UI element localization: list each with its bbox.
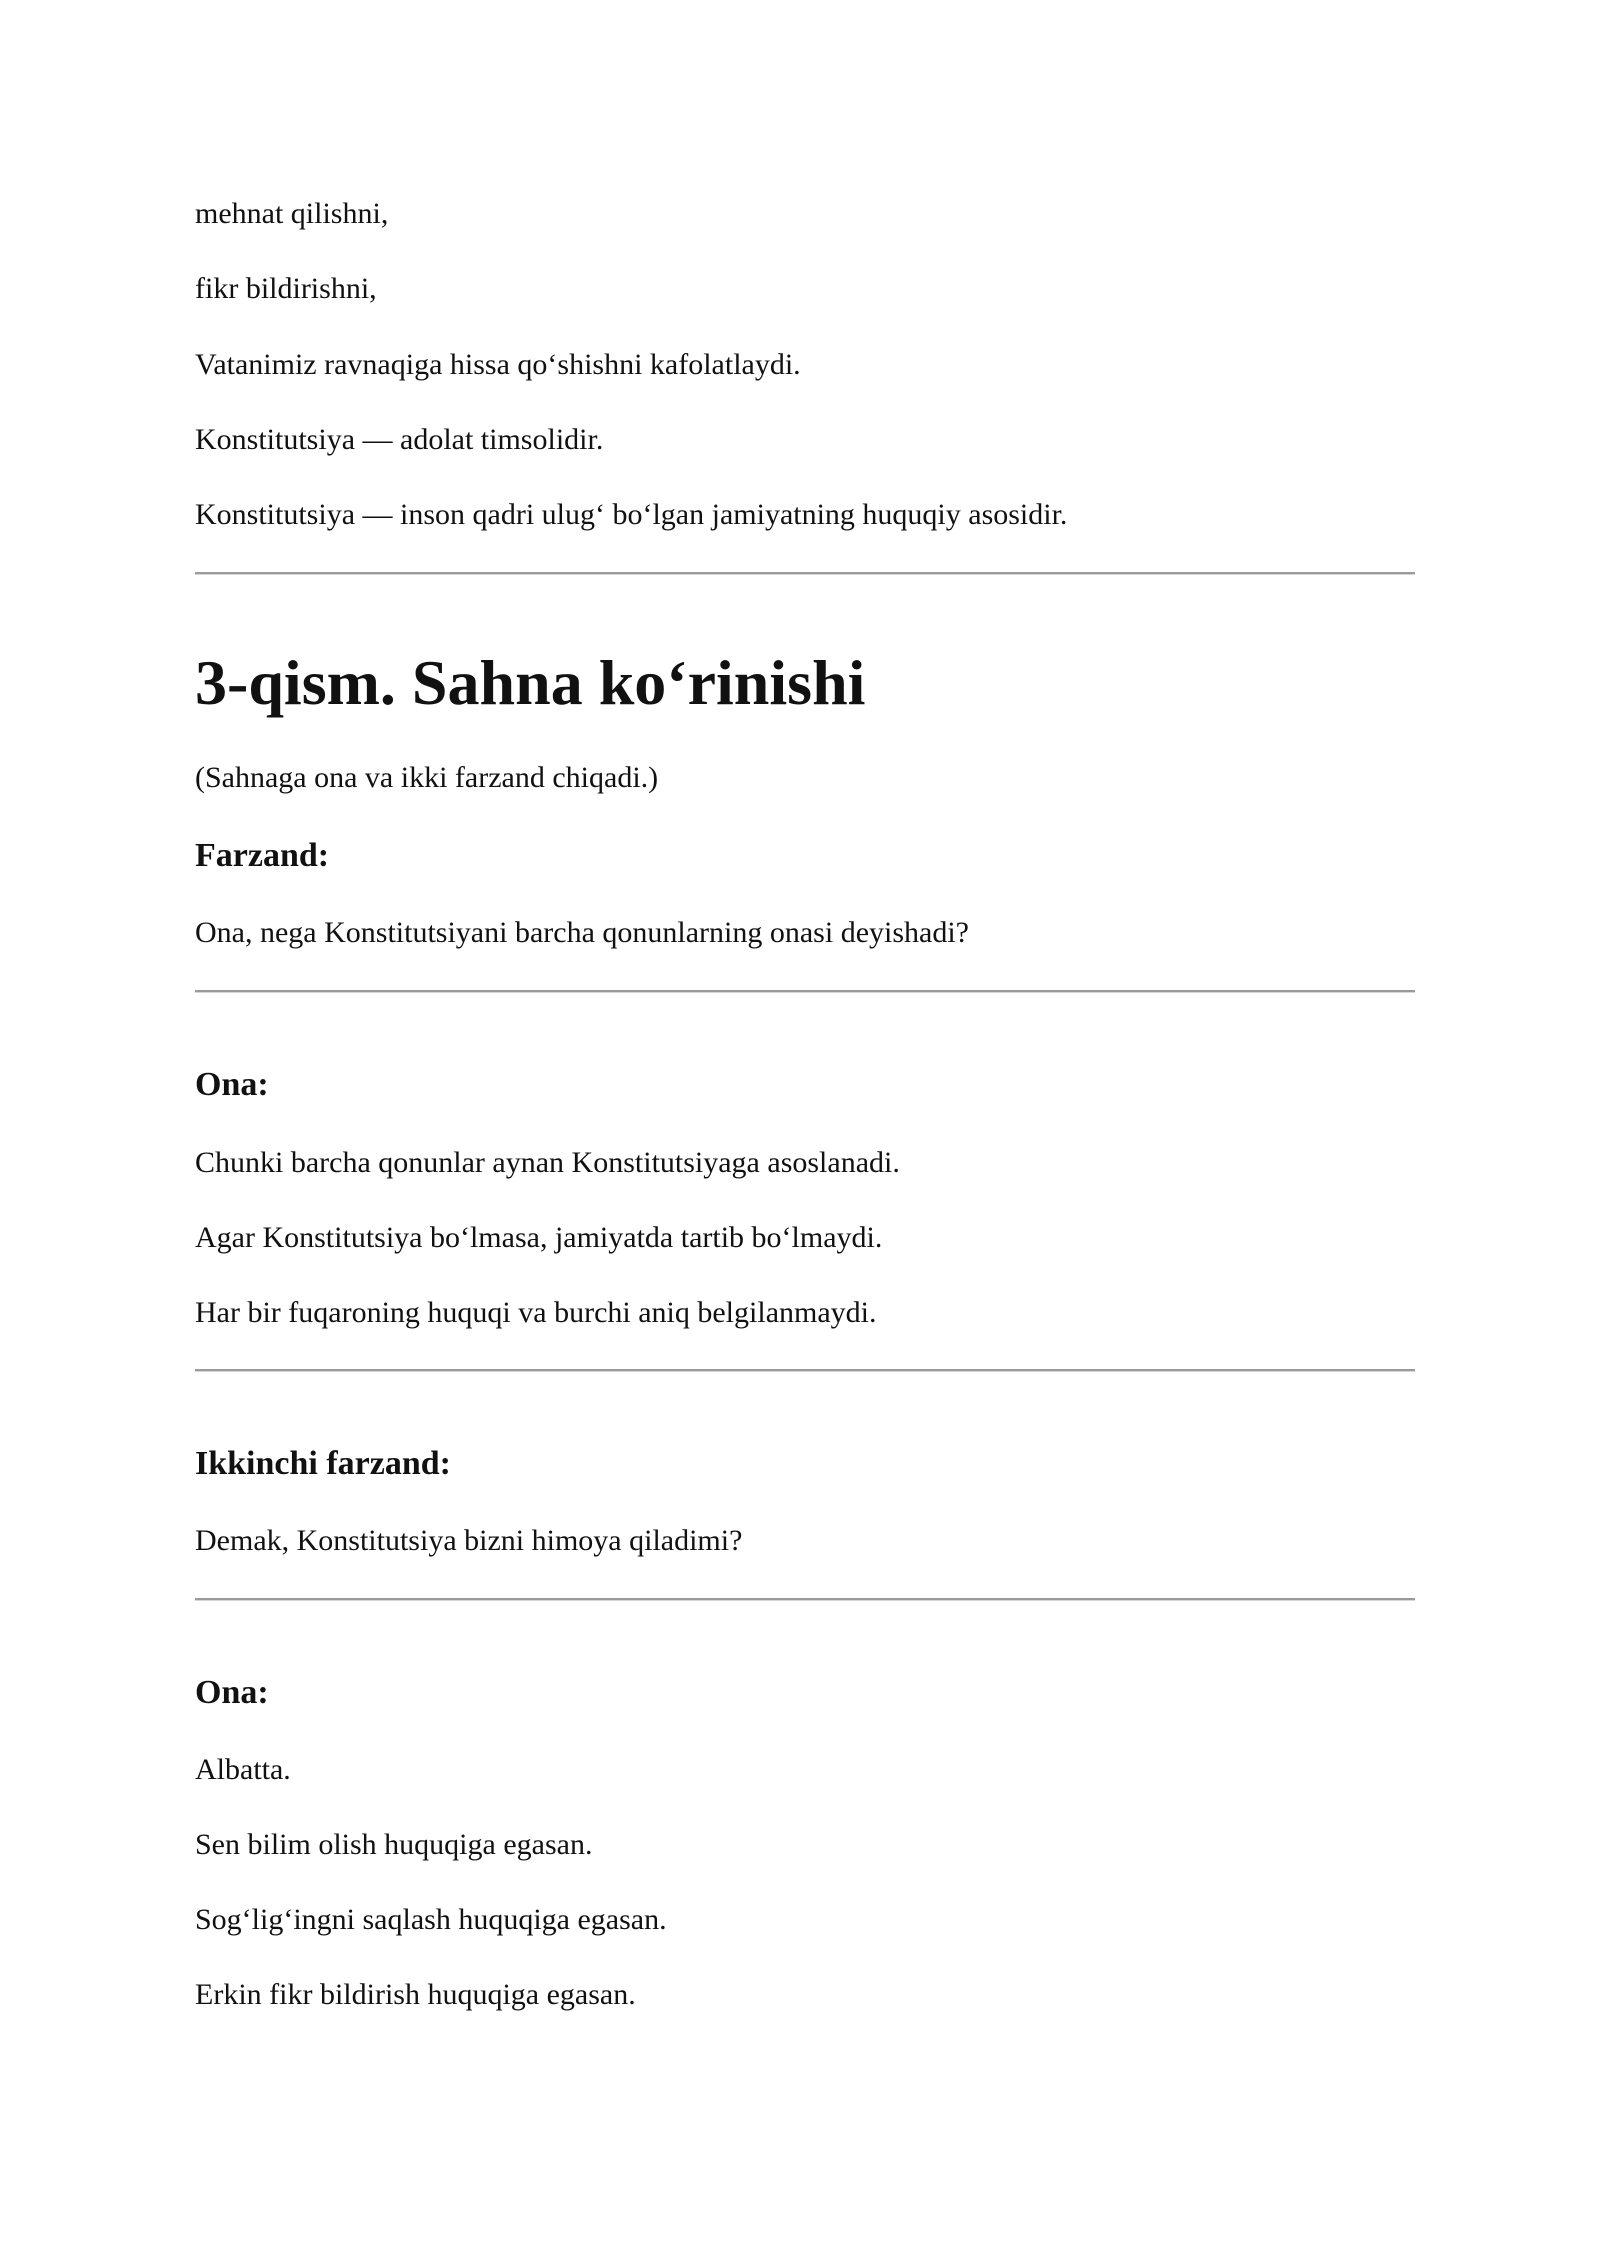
dialogue-line: Erkin fikr bildirish huquqiga egasan. (195, 1978, 636, 2011)
dialogue-line: Albatta. (195, 1753, 291, 1786)
dialogue-line: Chunki barcha qonunlar aynan Konstitutsiyaga asoslanadi. (195, 1146, 900, 1179)
paragraph: Vatanimiz ravnaqiga hissa qo‘shishni kafolatlaydi. (195, 348, 801, 381)
horizontal-divider (195, 990, 1415, 993)
paragraph: mehnat qilishni, (195, 197, 389, 230)
paragraph: Konstitutsiya — inson qadri ulug‘ bo‘lgan jamiyatning huquqiy asosidir. (195, 498, 1068, 531)
dialogue-line: Har bir fuqaroning huquqi va burchi aniq belgilanmaydi. (195, 1296, 877, 1329)
section-title: 3-qism. Sahna ko‘rinishi (195, 647, 866, 718)
dialogue-line: Sen bilim olish huquqiga egasan. (195, 1828, 593, 1861)
dialogue-line: Demak, Konstitutsiya bizni himoya qiladimi? (195, 1524, 743, 1557)
speaker-label: Ikkinchi farzand: (195, 1445, 451, 1482)
stage-direction: (Sahnaga ona va ikki farzand chiqadi.) (195, 761, 659, 794)
speaker-label: Ona: (195, 1674, 269, 1711)
speaker-label: Farzand: (195, 837, 330, 874)
speaker-label: Ona: (195, 1066, 269, 1103)
horizontal-divider (195, 1598, 1415, 1601)
dialogue-line: Agar Konstitutsiya bo‘lmasa, jamiyatda tartib bo‘lmaydi. (195, 1221, 883, 1254)
horizontal-divider (195, 1369, 1415, 1372)
dialogue-line: Ona, nega Konstitutsiyani barcha qonunlarning onasi deyishadi? (195, 916, 969, 949)
dialogue-line: Sog‘lig‘ingni saqlash huquqiga egasan. (195, 1903, 667, 1936)
horizontal-divider (195, 572, 1415, 575)
paragraph: Konstitutsiya — adolat timsolidir. (195, 423, 604, 456)
paragraph: fikr bildirishni, (195, 272, 377, 305)
